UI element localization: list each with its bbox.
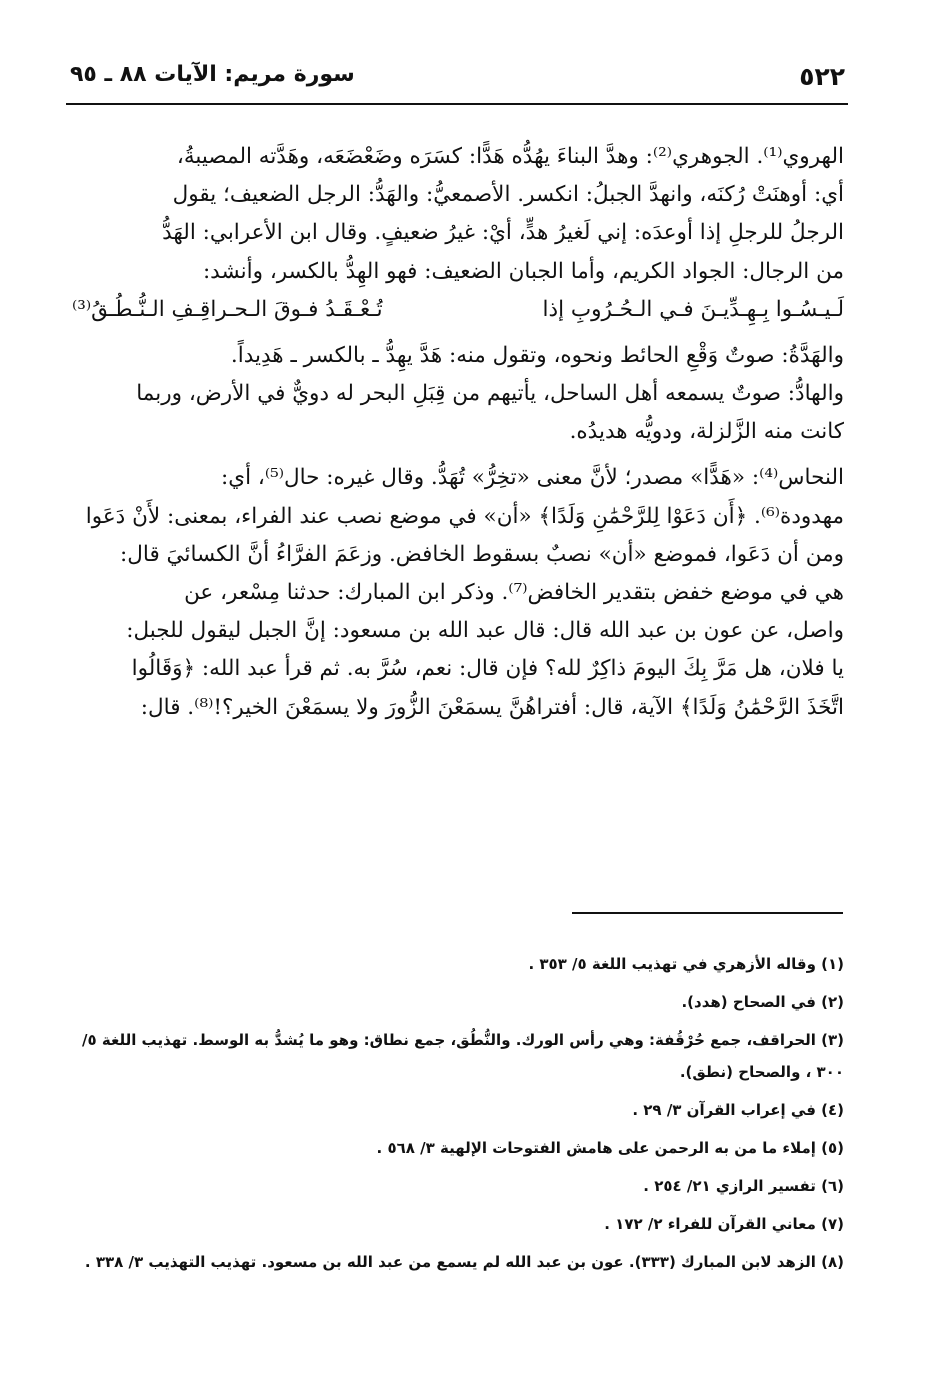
text-line: واصل، عن عون بن عبد الله قال: قال عبد الله بن مسعود: إنَّ الجبل ليقول للجبل: xyxy=(126,618,844,644)
text-line: النحاس⁽⁴⁾: «هَدًّا» مصدر؛ لأنَّ معنى «تخِرُّ» تُهَدُّ. وقال غيره: حال⁽⁵⁾، أي: xyxy=(221,465,844,491)
text-line: من الرجال: الجواد الكريم، وأما الجبان الضعيف: فهو الهِدُّ بالكسر، وأنشد: xyxy=(202,258,844,284)
text-line: الرجلُ للرجلِ إذا أوعدَه: إني لَغيرُ هدٍّ، أيْ: غيرُ ضعيفٍ. وقال ابن الأعرابي: الهَدُّ xyxy=(162,220,844,246)
footnote-3: (٣) الحراقف، جمع حُرْقُفة: وهي رأس الورك. والنُّطُق، جمع نطاق: وهو ما يُشدُّ به الوسط. تهذيب اللغة ٥/ ٣٠٠ ، والصحاح (نطق). xyxy=(82,1031,844,1081)
footnote-rule xyxy=(572,912,843,914)
footnote-1: (١) وقاله الأزهري في تهذيب اللغة ٥/ ٣٥٣ . xyxy=(528,955,844,973)
text-line: ومن أن دَعَوا، فموضع «أن» نصبٌ بسقوط الخافض. وزعَمَ الفرَّاءُ أنَّ الكسائيَ قال: xyxy=(120,541,844,567)
poetry-verse xyxy=(72,291,844,329)
footnote-5: (٥) إملاء ما من به الرحمن على هامش الفتوحات الإلهية ٣/ ٥٦٨ . xyxy=(376,1139,844,1157)
footnote-4: (٤) في إعراب القرآن ٣/ ٢٩ . xyxy=(632,1101,844,1119)
header-rule xyxy=(66,103,848,105)
text-line: والهَدَّةُ: صوتٌ وَقْعِ الحائط ونحوه، وتقول منه: هَدَّ يهِدُّ ـ بالكسر ـ هَدِيداً. xyxy=(230,342,844,368)
text-line: والهادُّ: صوتٌ يسمعه أهل الساحل، يأتيهم من قِبَلِ البحر له دويٌّ في الأرض، وربما xyxy=(136,381,844,407)
footnote-7: (٧) معاني القرآن للفراء ٢/ ١٧٢ . xyxy=(604,1215,844,1233)
footnote-2: (٢) في الصحاح (هدد). xyxy=(681,993,844,1011)
footnotes xyxy=(64,948,844,1284)
text-line: أي: أوهنَتْ رُكنَه، وانهدَّ الجبلُ: انكسر. الأصمعيُّ: والهَدُّ: الرجل الضعيف؛ يقول xyxy=(172,182,844,208)
page-header xyxy=(70,62,845,102)
verse-first-hemistich: لَـيـسُـوا بِـهِـدِّيـنَ فـي الـحُـرُوبِ إذا xyxy=(542,296,844,322)
verse-second-hemistich: تُـعْـقَـدُ فـوقَ الـحـراقِـفِ الـنُّـطُـقُ⁽³⁾ xyxy=(72,296,383,322)
text-line: هي في موضع خفض بتقدير الخافض⁽⁷⁾. وذكر ابن المبارك: حدثنا مِسْعر، عن xyxy=(184,580,844,606)
page-number: ٥٢٢ xyxy=(799,62,845,91)
footnote-8: (٨) الزهد لابن المبارك (٣٣٣). عون بن عبد الله لم يسمع من عبد الله بن مسعود. تهذيب التهذيب ٣/ ٣٣٨ . xyxy=(84,1253,844,1271)
footnote-6: (٦) تفسير الرازي ٢١/ ٢٥٤ . xyxy=(643,1177,844,1195)
text-line: مهدودة⁽⁶⁾. ﴿أَن دَعَوْا لِلرَّحْمَٰنِ وَلَدًا﴾ «أن» في موضع نصب عند الفراء، بمعنى: لأَنْ دَعَوا xyxy=(85,503,844,529)
text-line: الهروي⁽¹⁾. الجوهري⁽²⁾: وهدَّ البناءَ يهُدُّه هَدًّا: كسَرَه وضَعْضَعَه، وهَدَّته المصيبةُ، xyxy=(176,144,844,169)
text-line: اتَّخَذَ الرَّحْمَٰنُ وَلَدًا﴾ الآية، قال: أفتراهُنَّ يسمَعْنَ الزُّورَ ولا يسمَعْنَ الخير؟!⁽⁸⁾. قال: xyxy=(140,694,844,720)
main-text xyxy=(72,138,844,727)
text-line: كانت منه الزَّلزلة، ودويُّه هديدُه. xyxy=(569,419,844,445)
text-line: يا فلان، هل مَرَّ بِكَ اليومَ ذاكِرٌ لله؟ فإن قال: نعم، سُرَّ به. ثم قرأ عبد الله: ﴿وَقَالُوا xyxy=(131,656,844,682)
running-title: سورة مريم: الآيات ٨٨ ـ ٩٥ xyxy=(70,62,355,87)
